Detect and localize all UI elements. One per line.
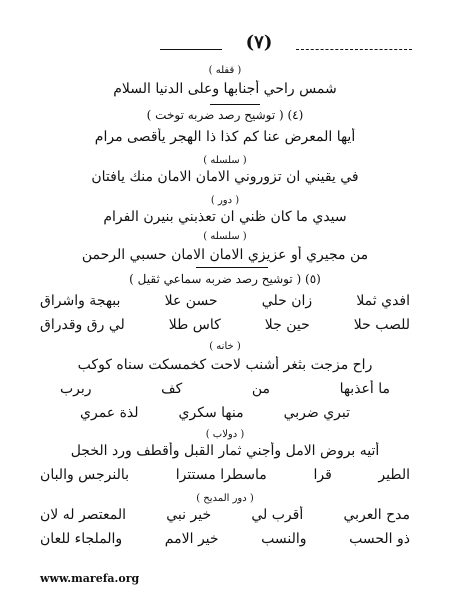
verse-line: [40, 404, 410, 422]
verse-segment: ماسطرا مستترا: [175, 467, 267, 483]
verse-line: [40, 506, 410, 524]
verse-segment: كاس طلا: [168, 317, 221, 333]
verse-segment: خير الامم: [164, 531, 219, 547]
section-label: ( سلسله ): [203, 231, 247, 242]
verse-segment: قرا: [313, 467, 332, 483]
page-number: (٧): [245, 32, 273, 53]
header-rule-right: [296, 49, 412, 50]
section-label: ( دور المديح ): [196, 493, 254, 504]
section-label: ( خانه ): [209, 341, 241, 352]
verse-line: [40, 466, 410, 484]
verse-segment: مدح العربي: [343, 507, 410, 523]
verse-segment: للصب حلا: [353, 317, 410, 333]
source-url: www.marefa.org: [40, 572, 140, 585]
verse-segment: لي رق وقدراق: [40, 317, 125, 333]
verse-segment: منها سكري: [178, 405, 244, 421]
section-heading-4: (٤) ( توشيح رصد ضربه توخت ): [146, 108, 304, 122]
section-label: ( سلسله ): [203, 155, 247, 166]
verse-line: سيدي ما كان ظني ان تعذبني بنيرن الفرام: [103, 209, 347, 225]
verse-segment: لذة عمري: [80, 405, 139, 421]
section-heading-5: (٥) ( توشيح رصد ضربه سماعي ثقيل ): [129, 272, 321, 286]
verse-segment: بالنرجس والبان: [40, 467, 130, 483]
verse-segment: أقرب لي: [251, 507, 304, 523]
verse-segment: كف: [161, 381, 183, 397]
verse-line: في يقيني ان تزوروني الامان الامان منك يافتان: [91, 169, 359, 185]
verse-segment: زان حلي: [261, 293, 313, 309]
verse-line: [40, 316, 410, 334]
verse-segment: والنسب: [261, 531, 307, 547]
section-label: ( دور ): [210, 195, 240, 206]
verse-line: شمس راحي أجنابها وعلى الدنيا السلام: [113, 81, 337, 97]
verse-segment: ربرب: [60, 381, 92, 397]
header-rule-left: [160, 49, 222, 50]
divider-rule: [196, 267, 268, 268]
verse-segment: من: [251, 381, 271, 397]
divider-rule: [210, 104, 260, 105]
section-label-qafla: ( قفله ): [208, 65, 242, 76]
verse-segment: خير نبي: [166, 507, 212, 523]
verse-line: من مجيري أو عزيزي الامان الامان حسبي الرحمن: [81, 247, 369, 263]
verse-segment: الطير: [378, 467, 410, 483]
verse-line: أيها المعرض عنا كم كذا ذا الهجر يأقصى مرام: [94, 129, 356, 145]
verse-segment: ببهجة واشراق: [40, 293, 121, 309]
verse-segment: تبري ضربي: [283, 405, 350, 421]
verse-line: [40, 530, 410, 548]
verse-segment: حسن علا: [164, 293, 218, 309]
verse-segment: والملجاء للعان: [40, 531, 123, 547]
verse-line: [40, 380, 410, 398]
verse-segment: ما أعذبها: [339, 381, 390, 397]
verse-line: أتيه بروض الامل وأجني ثمار القبل وأقطف ورد الخجل: [70, 443, 380, 459]
verse-segment: حين جلا: [264, 317, 310, 333]
verse-line: راح مزجت بثغر أشنب لاحت كخمسكت سناه كوكب: [77, 357, 373, 373]
verse-segment: افدي ثملا: [356, 293, 410, 309]
section-label: ( دولاب ): [205, 429, 245, 440]
verse-segment: ذو الحسب: [349, 531, 410, 547]
verse-segment: المعتصر له لان: [40, 507, 127, 523]
page-header: [160, 34, 410, 54]
verse-line: [40, 292, 410, 310]
